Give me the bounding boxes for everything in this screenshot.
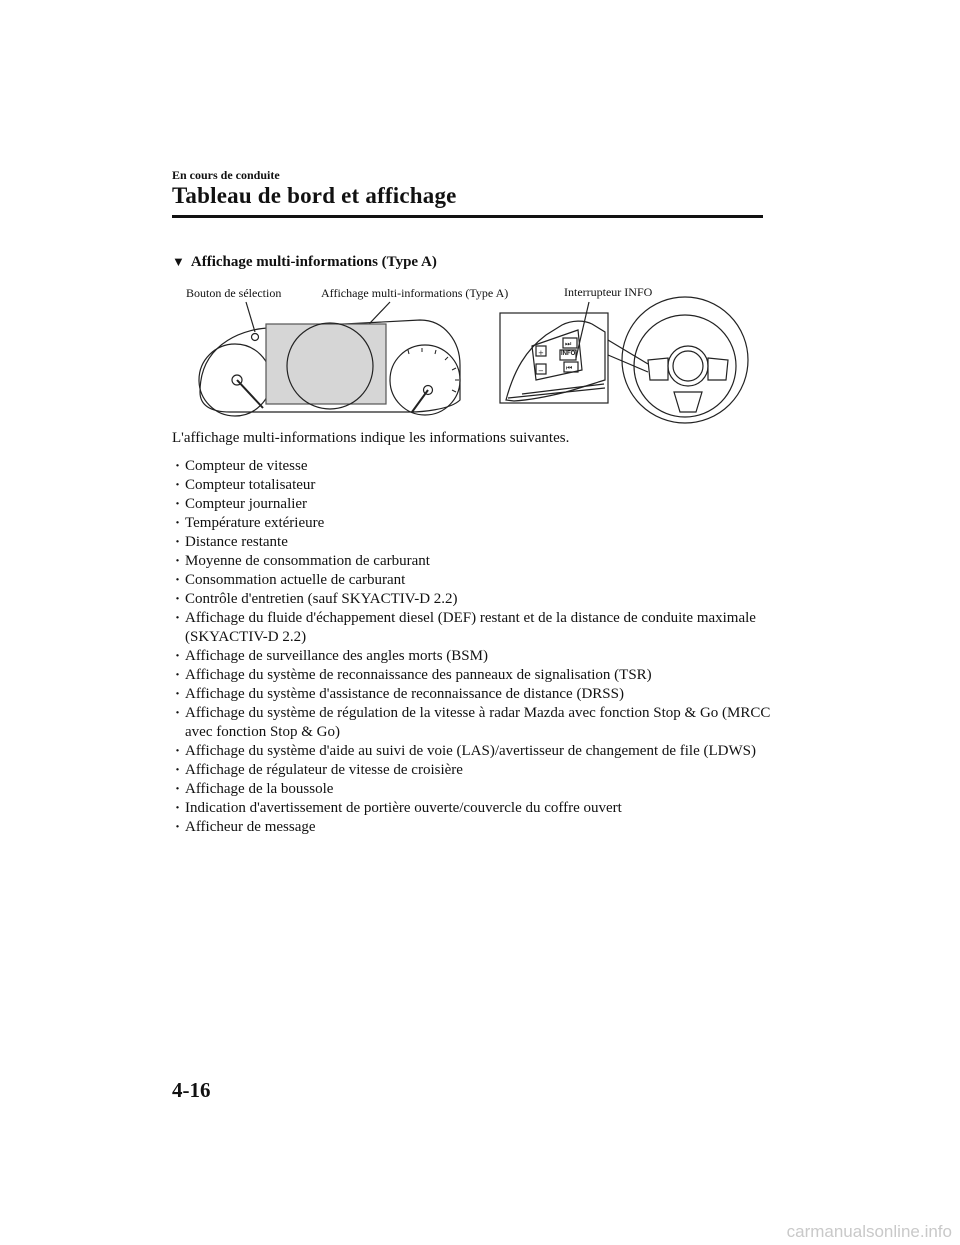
list-item: · Afficheur de message xyxy=(172,818,772,837)
triangle-marker-icon: ▼ xyxy=(172,254,185,269)
svg-text:+: + xyxy=(538,349,544,357)
right-gauge-ticks xyxy=(408,348,459,392)
leader-line-select xyxy=(246,302,255,332)
instrument-cluster-figure xyxy=(180,280,760,430)
right-spoke xyxy=(708,358,728,380)
sub-heading-text: Affichage multi-informations (Type A) xyxy=(190,254,437,270)
info-items-list xyxy=(172,457,772,837)
list-item: · Affichage du système de reconnaissance des panneaux de signalisation (TSR) xyxy=(172,666,772,685)
section-label: En cours de conduite xyxy=(172,168,280,182)
list-item: · Affichage du système d'aide au suivi de voie (LAS)/avertisseur de changement de file (LDWS) xyxy=(172,742,772,761)
info-button-label: INFO xyxy=(561,351,576,357)
page-number: 4-16 xyxy=(172,1078,211,1102)
sub-heading xyxy=(172,254,437,271)
list-item: · Contrôle d'entretien (sauf SKYACTIV-D 2.2) xyxy=(172,590,772,609)
steering-wheel-inner xyxy=(634,315,736,417)
lower-spoke xyxy=(674,392,702,412)
svg-text:⏭: ⏭ xyxy=(565,340,572,348)
list-item: · Compteur totalisateur xyxy=(172,476,772,495)
intro-text: L'affichage multi-informations indique les informations suivantes. xyxy=(172,430,570,446)
title-divider xyxy=(172,215,763,218)
list-item: · Affichage du système de régulation de la vitesse à radar Mazda avec fonction Stop & Go (MRCC avec fonction Stop & Go) xyxy=(172,704,772,742)
callout-select-button: Bouton de sélection xyxy=(186,286,282,300)
watermark: carmanualsonline.info xyxy=(786,1222,952,1241)
select-button-icon xyxy=(252,334,259,341)
list-item: · Température extérieure xyxy=(172,514,772,533)
left-spoke xyxy=(648,358,668,380)
cluster-illustration xyxy=(180,280,760,430)
page-title: Tableau de bord et affichage xyxy=(172,183,457,208)
list-item: · Distance restante xyxy=(172,533,772,552)
callout-multi-display: Affichage multi-informations (Type A) xyxy=(321,286,509,300)
svg-text:−: − xyxy=(538,367,544,375)
left-gauge-needle xyxy=(237,380,263,408)
list-item: · Consommation actuelle de carburant xyxy=(172,571,772,590)
list-item: · Moyenne de consommation de carburant xyxy=(172,552,772,571)
callout-info-switch: Interrupteur INFO xyxy=(564,285,653,299)
list-item: · Affichage du fluide d'échappement diesel (DEF) restant et de la distance de conduite maximale (SKYACTIV-D 2.2) xyxy=(172,609,772,647)
button-glyphs xyxy=(538,340,572,375)
list-item: · Affichage de surveillance des angles morts (BSM) xyxy=(172,647,772,666)
multi-info-display xyxy=(266,324,386,404)
list-item: · Indication d'avertissement de portière ouverte/couvercle du coffre ouvert xyxy=(172,799,772,818)
steering-wheel-hub xyxy=(668,346,708,386)
list-item: · Compteur journalier xyxy=(172,495,772,514)
list-item: · Compteur de vitesse xyxy=(172,457,772,476)
right-gauge xyxy=(390,345,460,415)
list-item: · Affichage de régulateur de vitesse de croisière xyxy=(172,761,772,780)
svg-text:⏮: ⏮ xyxy=(566,364,573,372)
list-item: · Affichage de la boussole xyxy=(172,780,772,799)
list-item: · Affichage du système d'assistance de reconnaissance de distance (DRSS) xyxy=(172,685,772,704)
right-gauge-needle xyxy=(412,390,428,412)
